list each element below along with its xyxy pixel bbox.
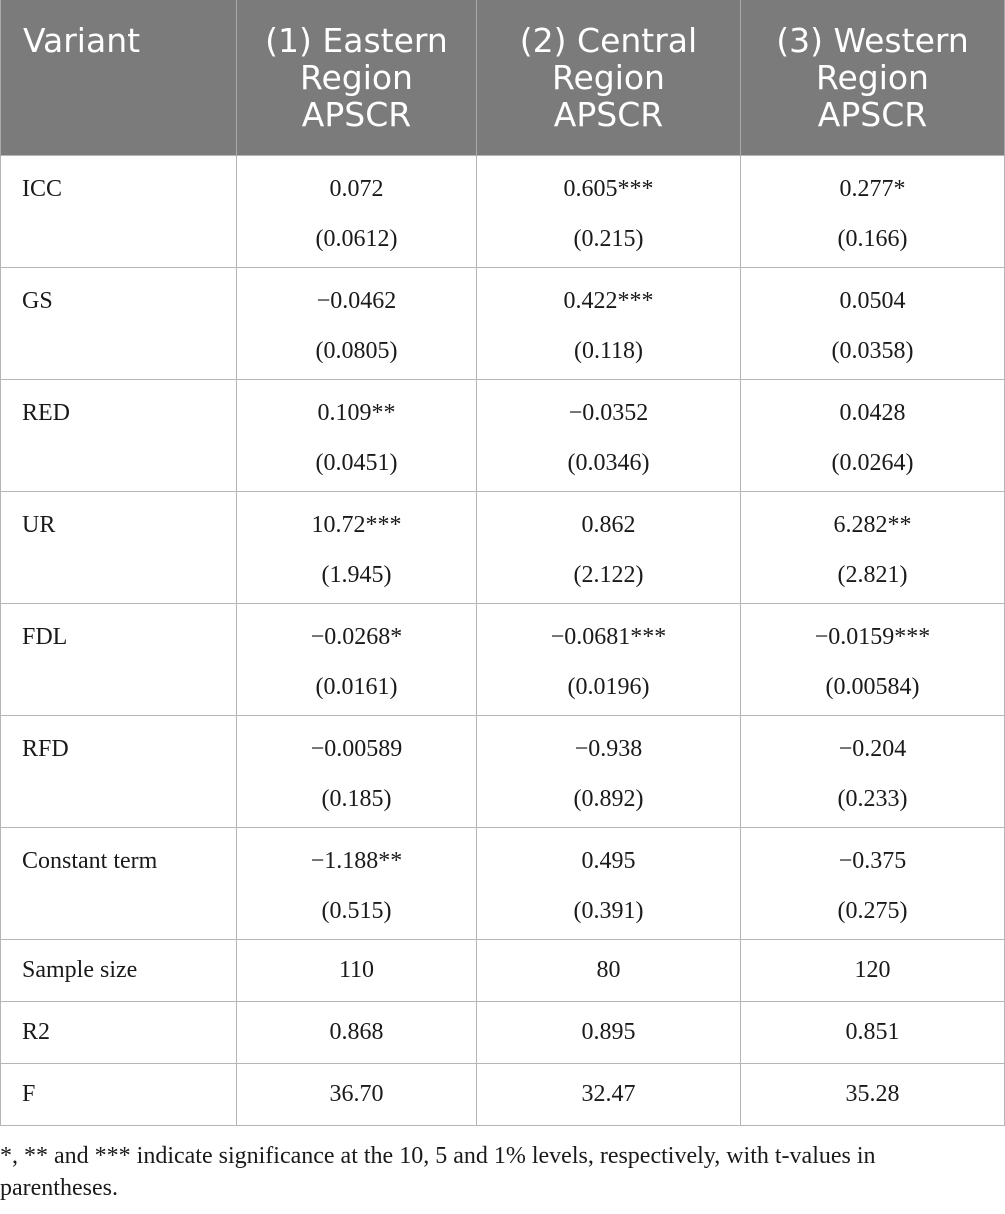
- row-label: [1, 155, 237, 267]
- coefficient: 6.282**: [833, 511, 912, 538]
- cell-central: 32.47: [477, 1063, 741, 1125]
- cell-western: [741, 827, 1005, 939]
- cell-western: [741, 267, 1005, 379]
- standard-error: (0.185): [321, 785, 392, 812]
- header-line: Region: [816, 58, 929, 97]
- coefficient: 0.0504: [839, 287, 906, 314]
- header-eastern-region: [237, 0, 477, 155]
- cell-western: [741, 491, 1005, 603]
- standard-error: (2.821): [837, 561, 908, 588]
- coefficient: −0.375: [838, 847, 907, 874]
- cell-central: 80: [477, 939, 741, 1001]
- standard-error: (0.0161): [315, 673, 398, 700]
- header-line: Region: [552, 58, 665, 97]
- header-western-region: [741, 0, 1005, 155]
- coefficient: 0.109**: [317, 399, 396, 426]
- cell-central: 0.895: [477, 1001, 741, 1063]
- coefficient: −1.188**: [310, 847, 403, 874]
- cell-central: [477, 715, 741, 827]
- row-label-text: ICC: [22, 175, 63, 202]
- cell-central: [477, 827, 741, 939]
- row-label-text: RFD: [22, 735, 69, 762]
- coefficient: 0.072: [329, 175, 384, 202]
- cell-eastern: [237, 715, 477, 827]
- cell-eastern: [237, 379, 477, 491]
- cell-western: [741, 379, 1005, 491]
- table-header: [1, 0, 1005, 155]
- standard-error: (0.0196): [567, 673, 650, 700]
- standard-error: (0.0805): [315, 337, 398, 364]
- row-label: [1, 715, 237, 827]
- cell-central: [477, 603, 741, 715]
- header-line: (2) Central: [519, 21, 698, 60]
- cell-eastern: 36.70: [237, 1063, 477, 1125]
- standard-error: (0.0346): [567, 449, 650, 476]
- coefficient: 0.495: [581, 847, 636, 874]
- header-variant: [1, 0, 237, 155]
- cell-central: [477, 491, 741, 603]
- header-line: APSCR: [301, 95, 412, 134]
- header-central-region: [477, 0, 741, 155]
- row-label: [1, 491, 237, 603]
- coefficient: 0.277*: [839, 175, 906, 202]
- coefficient: −0.0159***: [814, 623, 931, 650]
- standard-error: (0.0264): [831, 449, 914, 476]
- table-body: [1, 155, 1005, 1125]
- row-label-text: FDL: [22, 623, 68, 650]
- coefficient: 0.0428: [839, 399, 906, 426]
- standard-error: (0.233): [837, 785, 908, 812]
- standard-error: (0.215): [573, 225, 644, 252]
- coefficient: −0.0352: [568, 399, 649, 426]
- standard-error: (0.892): [573, 785, 644, 812]
- header-row: [1, 0, 1005, 155]
- row-label: [1, 267, 237, 379]
- standard-error: (0.0451): [315, 449, 398, 476]
- standard-error: (2.122): [573, 561, 644, 588]
- cell-eastern: 0.868: [237, 1001, 477, 1063]
- coefficient: 10.72***: [311, 511, 402, 538]
- header-line: APSCR: [553, 95, 664, 134]
- cell-western: 120: [741, 939, 1005, 1001]
- coefficient: −0.0462: [316, 287, 397, 314]
- cell-central: [477, 155, 741, 267]
- coefficient: 0.605***: [563, 175, 654, 202]
- header-line: Variant: [23, 21, 141, 60]
- cell-eastern: [237, 603, 477, 715]
- row-label: [1, 603, 237, 715]
- header-line: APSCR: [817, 95, 928, 134]
- row-label: [1, 379, 237, 491]
- standard-error: (0.515): [321, 897, 392, 924]
- cell-eastern: [237, 491, 477, 603]
- cell-western: 0.851: [741, 1001, 1005, 1063]
- cell-central: [477, 267, 741, 379]
- row-red: [1, 379, 1005, 491]
- row-f: [1, 1063, 1005, 1125]
- coefficient: −0.0681***: [550, 623, 667, 650]
- row-icc: [1, 155, 1005, 267]
- row-label: Sample size: [1, 939, 237, 1001]
- row-constant-term: [1, 827, 1005, 939]
- row-gs: [1, 267, 1005, 379]
- row-r2: [1, 1001, 1005, 1063]
- cell-western: 35.28: [741, 1063, 1005, 1125]
- header-line: (1) Eastern: [265, 21, 448, 60]
- standard-error: (0.118): [573, 337, 644, 364]
- standard-error: (0.00584): [825, 673, 920, 700]
- standard-error: (0.0358): [831, 337, 914, 364]
- standard-error: (1.945): [321, 561, 392, 588]
- cell-western: [741, 155, 1005, 267]
- coefficient: 0.862: [581, 511, 636, 538]
- row-label: F: [1, 1063, 237, 1125]
- row-label: [1, 827, 237, 939]
- standard-error: (0.391): [573, 897, 644, 924]
- cell-western: [741, 603, 1005, 715]
- header-line: Region: [300, 58, 413, 97]
- cell-eastern: 110: [237, 939, 477, 1001]
- coefficient: −0.204: [838, 735, 907, 762]
- row-rfd: [1, 715, 1005, 827]
- row-fdl: [1, 603, 1005, 715]
- cell-eastern: [237, 827, 477, 939]
- row-ur: [1, 491, 1005, 603]
- coefficient: 0.422***: [563, 287, 654, 314]
- coefficient: −0.00589: [310, 735, 403, 762]
- table-footnote: *, ** and *** indicate significance at the 10, 5 and 1% levels, respectively, with t-values in parentheses.: [0, 1143, 876, 1201]
- header-line: (3) Western: [776, 21, 969, 60]
- row-sample-size: [1, 939, 1005, 1001]
- row-label: R2: [1, 1001, 237, 1063]
- cell-central: [477, 379, 741, 491]
- row-label-text: RED: [22, 399, 70, 426]
- row-label-text: GS: [22, 287, 53, 314]
- standard-error: (0.166): [837, 225, 908, 252]
- standard-error: (0.0612): [315, 225, 398, 252]
- standard-error: (0.275): [837, 897, 908, 924]
- row-label-text: UR: [22, 511, 56, 538]
- cell-eastern: [237, 267, 477, 379]
- row-label-text: Constant term: [22, 847, 158, 874]
- cell-eastern: [237, 155, 477, 267]
- cell-western: [741, 715, 1005, 827]
- coefficient: −0.0268*: [310, 623, 403, 650]
- coefficient: −0.938: [574, 735, 643, 762]
